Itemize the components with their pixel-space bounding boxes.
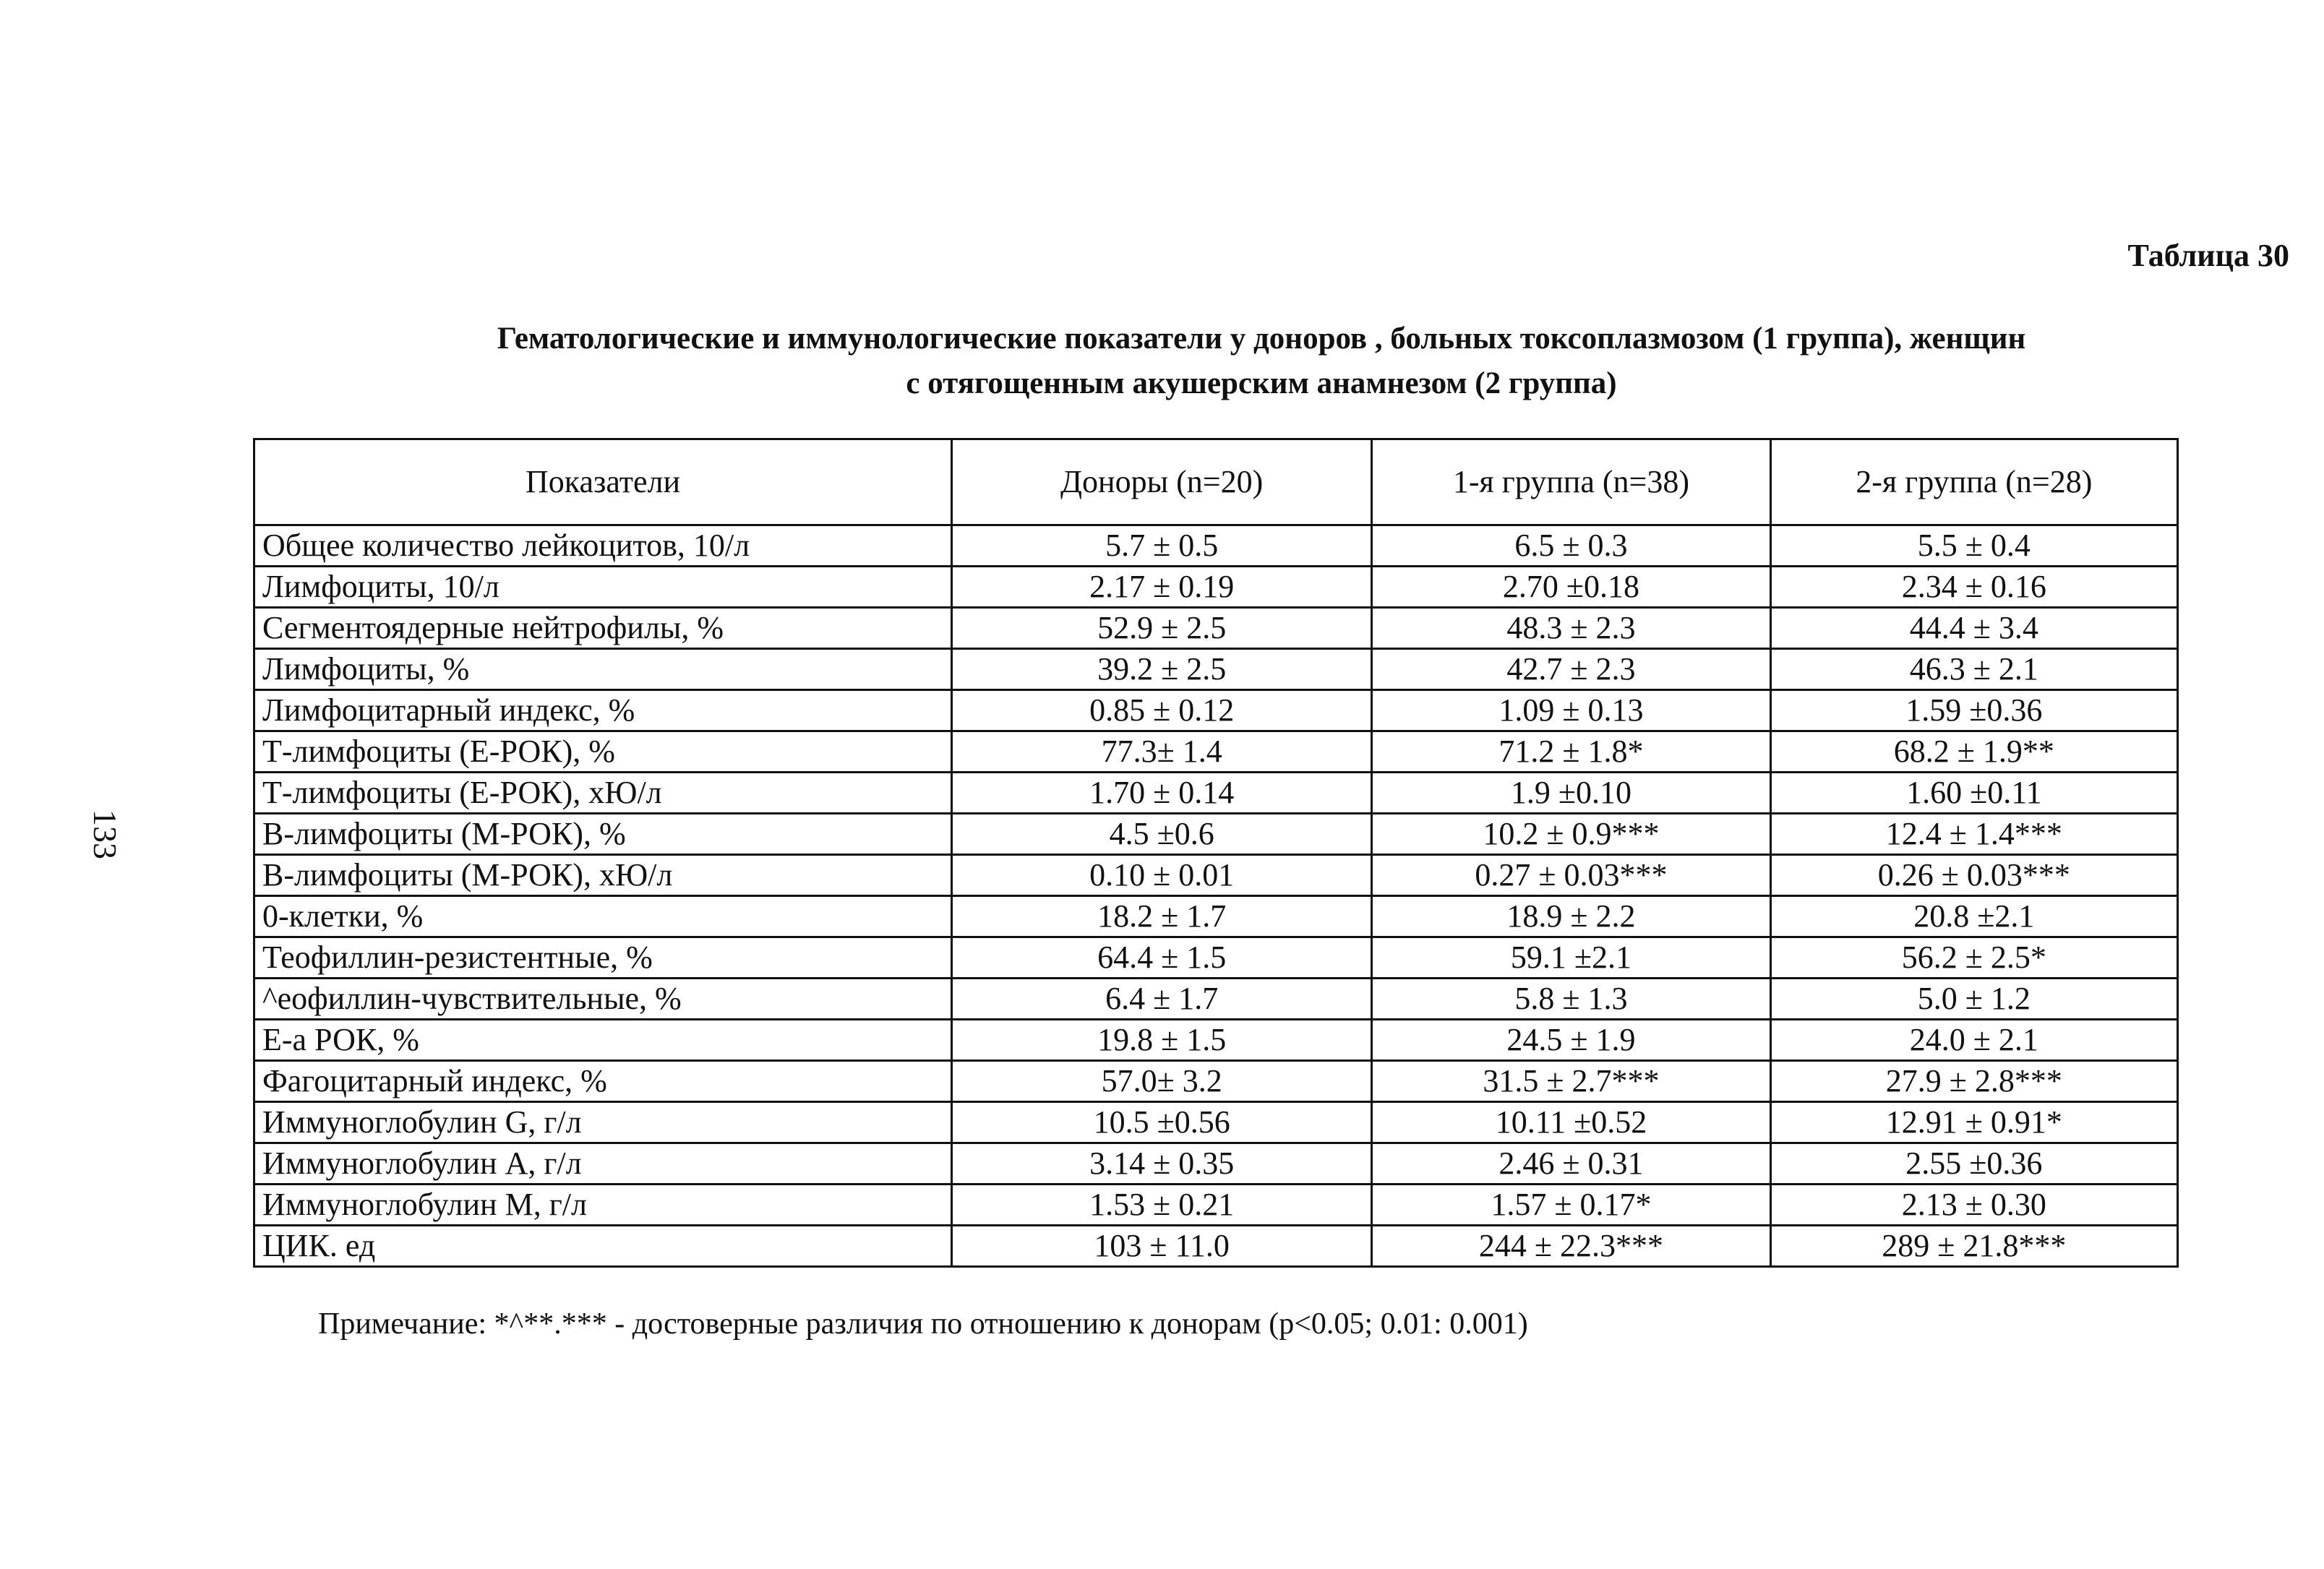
table-row	[254, 1061, 2178, 1102]
cell-group1: 1.9 ±0.10	[1372, 773, 1770, 814]
cell-group1: 2.70 ±0.18	[1372, 567, 1770, 608]
cell-group1: 6.5 ± 0.3	[1372, 525, 1770, 567]
cell-indicator: Т-лимфоциты (Е-РОК), хЮ/л	[254, 773, 952, 814]
cell-group2: 5.5 ± 0.4	[1770, 525, 2177, 567]
cell-indicator: Фагоцитарный индекс, %	[254, 1061, 952, 1102]
table-title-line2: с отягощенным акушерским анамнезом (2 группа)	[906, 366, 1617, 400]
table-title-line1: Гематологические и иммунологические показатели у доноров , больных токсоплазмозом (1 группа), женщин	[497, 322, 2026, 356]
cell-donors: 19.8 ± 1.5	[951, 1020, 1371, 1061]
cell-indicator: 0-клетки, %	[254, 896, 952, 937]
header-row	[254, 439, 2178, 525]
cell-donors: 52.9 ± 2.5	[951, 608, 1371, 649]
cell-group2: 56.2 ± 2.5*	[1770, 937, 2177, 979]
cell-donors: 0.10 ± 0.01	[951, 855, 1371, 896]
cell-indicator: Иммуноглобулин А, г/л	[254, 1143, 952, 1185]
cell-group2: 20.8 ±2.1	[1770, 896, 2177, 937]
table-row	[254, 814, 2178, 855]
table-row	[254, 896, 2178, 937]
cell-donors: 103 ± 11.0	[951, 1226, 1371, 1267]
cell-donors: 64.4 ± 1.5	[951, 937, 1371, 979]
cell-indicator: Общее количество лейкоцитов, 10/л	[254, 525, 952, 567]
cell-indicator: В-лимфоциты (М-РОК), хЮ/л	[254, 855, 952, 896]
header-group1: 1-я группа (n=38)	[1372, 439, 1770, 525]
table-row	[254, 525, 2178, 567]
cell-group1: 31.5 ± 2.7***	[1372, 1061, 1770, 1102]
cell-group1: 1.57 ± 0.17*	[1372, 1185, 1770, 1226]
cell-group1: 5.8 ± 1.3	[1372, 979, 1770, 1020]
cell-group1: 24.5 ± 1.9	[1372, 1020, 1770, 1061]
cell-indicator: Лимфоциты, 10/л	[254, 567, 952, 608]
data-table	[253, 438, 2179, 1268]
table-row	[254, 855, 2178, 896]
table-row	[254, 1020, 2178, 1061]
cell-indicator: Теофиллин-резистентные, %	[254, 937, 952, 979]
cell-group1: 59.1 ±2.1	[1372, 937, 1770, 979]
cell-donors: 77.3± 1.4	[951, 731, 1371, 773]
cell-group2: 1.59 ±0.36	[1770, 690, 2177, 731]
cell-group2: 0.26 ± 0.03***	[1770, 855, 2177, 896]
cell-group2: 2.34 ± 0.16	[1770, 567, 2177, 608]
cell-indicator: Лимфоциты, %	[254, 649, 952, 690]
table-title	[405, 317, 2118, 406]
cell-donors: 2.17 ± 0.19	[951, 567, 1371, 608]
cell-indicator: ЦИК. ед	[254, 1226, 952, 1267]
cell-group2: 68.2 ± 1.9**	[1770, 731, 2177, 773]
table-body	[254, 525, 2178, 1267]
cell-indicator: Лимфоцитарный индекс, %	[254, 690, 952, 731]
cell-indicator: ^еофиллин-чувствительные, %	[254, 979, 952, 1020]
cell-group2: 12.4 ± 1.4***	[1770, 814, 2177, 855]
page-number: 133	[87, 809, 124, 859]
cell-donors: 57.0± 3.2	[951, 1061, 1371, 1102]
cell-indicator: Е-а РОК, %	[254, 1020, 952, 1061]
cell-group2: 1.60 ±0.11	[1770, 773, 2177, 814]
cell-donors: 1.53 ± 0.21	[951, 1185, 1371, 1226]
cell-group2: 2.55 ±0.36	[1770, 1143, 2177, 1185]
cell-group2: 289 ± 21.8***	[1770, 1226, 2177, 1267]
table-row	[254, 1226, 2178, 1267]
cell-indicator: Сегментоядерные нейтрофилы, %	[254, 608, 952, 649]
cell-group1: 244 ± 22.3***	[1372, 1226, 1770, 1267]
cell-group2: 24.0 ± 2.1	[1770, 1020, 2177, 1061]
table-row	[254, 608, 2178, 649]
cell-group2: 2.13 ± 0.30	[1770, 1185, 2177, 1226]
cell-group2: 12.91 ± 0.91*	[1770, 1102, 2177, 1143]
table-row	[254, 979, 2178, 1020]
cell-group1: 71.2 ± 1.8*	[1372, 731, 1770, 773]
cell-donors: 4.5 ±0.6	[951, 814, 1371, 855]
cell-indicator: Иммуноглобулин М, г/л	[254, 1185, 952, 1226]
cell-group1: 1.09 ± 0.13	[1372, 690, 1770, 731]
table-row	[254, 567, 2178, 608]
cell-donors: 5.7 ± 0.5	[951, 525, 1371, 567]
cell-group1: 2.46 ± 0.31	[1372, 1143, 1770, 1185]
cell-group2: 5.0 ± 1.2	[1770, 979, 2177, 1020]
cell-group2: 27.9 ± 2.8***	[1770, 1061, 2177, 1102]
cell-indicator: В-лимфоциты (М-РОК), %	[254, 814, 952, 855]
cell-indicator: Иммуноглобулин G, г/л	[254, 1102, 952, 1143]
cell-donors: 0.85 ± 0.12	[951, 690, 1371, 731]
cell-donors: 6.4 ± 1.7	[951, 979, 1371, 1020]
cell-donors: 39.2 ± 2.5	[951, 649, 1371, 690]
cell-group1: 18.9 ± 2.2	[1372, 896, 1770, 937]
cell-group1: 10.2 ± 0.9***	[1372, 814, 1770, 855]
cell-group1: 10.11 ±0.52	[1372, 1102, 1770, 1143]
cell-indicator: Т-лимфоциты (Е-РОК), %	[254, 731, 952, 773]
cell-donors: 18.2 ± 1.7	[951, 896, 1371, 937]
cell-group2: 44.4 ± 3.4	[1770, 608, 2177, 649]
table-row	[254, 690, 2178, 731]
cell-group1: 48.3 ± 2.3	[1372, 608, 1770, 649]
table-row	[254, 773, 2178, 814]
cell-donors: 1.70 ± 0.14	[951, 773, 1371, 814]
cell-donors: 3.14 ± 0.35	[951, 1143, 1371, 1185]
table-note: Примечание: *^**.*** - достоверные различия по отношению к донорам (р<0.05; 0.01: 0.001)	[318, 1307, 1528, 1341]
cell-group1: 42.7 ± 2.3	[1372, 649, 1770, 690]
table-row	[254, 1143, 2178, 1185]
header-donors: Доноры (n=20)	[951, 439, 1371, 525]
table-row	[254, 1185, 2178, 1226]
table-row	[254, 731, 2178, 773]
table-row	[254, 937, 2178, 979]
cell-group1: 0.27 ± 0.03***	[1372, 855, 1770, 896]
table-row	[254, 1102, 2178, 1143]
cell-group2: 46.3 ± 2.1	[1770, 649, 2177, 690]
table-number: Таблица 30	[2127, 238, 2289, 273]
cell-donors: 10.5 ±0.56	[951, 1102, 1371, 1143]
header-indicator: Показатели	[254, 439, 952, 525]
header-group2: 2-я группа (n=28)	[1770, 439, 2177, 525]
table-row	[254, 649, 2178, 690]
